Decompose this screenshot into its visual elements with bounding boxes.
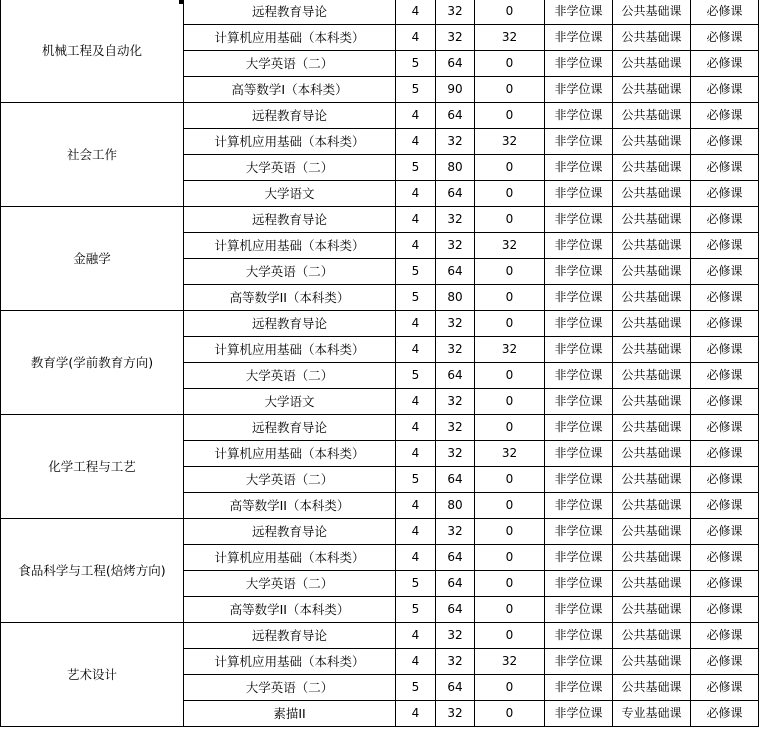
requirement-cell[interactable]: 必修课 <box>691 623 759 649</box>
credits-cell[interactable]: 4 <box>396 25 436 51</box>
degree-type-cell[interactable]: 非学位课 <box>545 701 613 727</box>
credits-cell[interactable]: 5 <box>396 259 436 285</box>
requirement-cell[interactable]: 必修课 <box>691 415 759 441</box>
lab-hours-cell[interactable]: 0 <box>475 0 545 25</box>
course-category-cell[interactable]: 专业基础课 <box>613 701 691 727</box>
degree-type-cell[interactable]: 非学位课 <box>545 207 613 233</box>
lab-hours-cell[interactable]: 0 <box>475 467 545 493</box>
requirement-cell[interactable]: 必修课 <box>691 129 759 155</box>
degree-type-cell[interactable]: 非学位课 <box>545 337 613 363</box>
course-category-cell[interactable]: 公共基础课 <box>613 103 691 129</box>
requirement-cell[interactable]: 必修课 <box>691 285 759 311</box>
course-name-cell[interactable]: 高等数学II（本科类） <box>184 493 396 519</box>
lab-hours-cell[interactable]: 0 <box>475 493 545 519</box>
lab-hours-cell[interactable]: 0 <box>475 623 545 649</box>
credits-cell[interactable]: 5 <box>396 155 436 181</box>
course-category-cell[interactable]: 公共基础课 <box>613 233 691 259</box>
degree-type-cell[interactable]: 非学位课 <box>545 415 613 441</box>
lab-hours-cell[interactable]: 0 <box>475 571 545 597</box>
lab-hours-cell[interactable]: 0 <box>475 51 545 77</box>
course-category-cell[interactable]: 公共基础课 <box>613 545 691 571</box>
requirement-cell[interactable]: 必修课 <box>691 103 759 129</box>
degree-type-cell[interactable]: 非学位课 <box>545 259 613 285</box>
hours-cell[interactable]: 64 <box>436 545 475 571</box>
lab-hours-cell[interactable]: 0 <box>475 103 545 129</box>
course-category-cell[interactable]: 公共基础课 <box>613 519 691 545</box>
credits-cell[interactable]: 5 <box>396 51 436 77</box>
degree-type-cell[interactable]: 非学位课 <box>545 25 613 51</box>
degree-type-cell[interactable]: 非学位课 <box>545 0 613 25</box>
requirement-cell[interactable]: 必修课 <box>691 649 759 675</box>
course-name-cell[interactable]: 大学英语（二） <box>184 467 396 493</box>
course-name-cell[interactable]: 大学英语（二） <box>184 571 396 597</box>
major-name-cell[interactable]: 化学工程与工艺 <box>1 415 184 519</box>
course-name-cell[interactable]: 大学英语（二） <box>184 363 396 389</box>
hours-cell[interactable]: 64 <box>436 103 475 129</box>
credits-cell[interactable]: 5 <box>396 467 436 493</box>
course-name-cell[interactable]: 计算机应用基础（本科类） <box>184 233 396 259</box>
course-category-cell[interactable]: 公共基础课 <box>613 415 691 441</box>
requirement-cell[interactable]: 必修课 <box>691 51 759 77</box>
requirement-cell[interactable]: 必修课 <box>691 545 759 571</box>
degree-type-cell[interactable]: 非学位课 <box>545 233 613 259</box>
credits-cell[interactable]: 5 <box>396 285 436 311</box>
course-table-body <box>1 0 759 727</box>
lab-hours-cell[interactable]: 0 <box>475 675 545 701</box>
hours-cell[interactable]: 80 <box>436 155 475 181</box>
hours-cell[interactable]: 64 <box>436 571 475 597</box>
hours-cell[interactable]: 32 <box>436 701 475 727</box>
requirement-cell[interactable]: 必修课 <box>691 597 759 623</box>
requirement-cell[interactable]: 必修课 <box>691 701 759 727</box>
degree-type-cell[interactable]: 非学位课 <box>545 675 613 701</box>
lab-hours-cell[interactable]: 0 <box>475 77 545 103</box>
table-row <box>1 0 759 25</box>
course-name-cell[interactable]: 高等数学II（本科类） <box>184 597 396 623</box>
major-name-cell[interactable]: 金融学 <box>1 207 184 311</box>
lab-hours-cell[interactable]: 0 <box>475 155 545 181</box>
credits-cell[interactable]: 4 <box>396 337 436 363</box>
credits-cell[interactable]: 4 <box>396 207 436 233</box>
hours-cell[interactable]: 64 <box>436 363 475 389</box>
hours-cell[interactable]: 80 <box>436 285 475 311</box>
degree-type-cell[interactable]: 非学位课 <box>545 545 613 571</box>
lab-hours-cell[interactable]: 0 <box>475 701 545 727</box>
degree-type-cell[interactable]: 非学位课 <box>545 285 613 311</box>
course-name-cell[interactable]: 计算机应用基础（本科类） <box>184 129 396 155</box>
lab-hours-cell[interactable]: 0 <box>475 311 545 337</box>
major-name-cell[interactable]: 食品科学与工程(焙烤方向) <box>1 519 184 623</box>
credits-cell[interactable]: 4 <box>396 129 436 155</box>
course-category-cell[interactable]: 公共基础课 <box>613 285 691 311</box>
course-name-cell[interactable]: 大学英语（二） <box>184 675 396 701</box>
course-category-cell[interactable]: 公共基础课 <box>613 441 691 467</box>
credits-cell[interactable]: 4 <box>396 233 436 259</box>
course-name-cell[interactable]: 远程教育导论 <box>184 103 396 129</box>
credits-cell[interactable]: 4 <box>396 649 436 675</box>
course-category-cell[interactable]: 公共基础课 <box>613 493 691 519</box>
course-category-cell[interactable]: 公共基础课 <box>613 129 691 155</box>
degree-type-cell[interactable]: 非学位课 <box>545 519 613 545</box>
degree-type-cell[interactable]: 非学位课 <box>545 467 613 493</box>
degree-type-cell[interactable]: 非学位课 <box>545 623 613 649</box>
lab-hours-cell[interactable]: 0 <box>475 389 545 415</box>
requirement-cell[interactable]: 必修课 <box>691 389 759 415</box>
hours-cell[interactable]: 64 <box>436 51 475 77</box>
lab-hours-cell[interactable]: 0 <box>475 181 545 207</box>
requirement-cell[interactable]: 必修课 <box>691 155 759 181</box>
lab-hours-cell[interactable]: 32 <box>475 649 545 675</box>
table-row <box>1 415 759 441</box>
course-name-cell[interactable]: 素描II <box>184 701 396 727</box>
hours-cell[interactable]: 90 <box>436 77 475 103</box>
requirement-cell[interactable]: 必修课 <box>691 233 759 259</box>
course-name-cell[interactable]: 计算机应用基础（本科类） <box>184 337 396 363</box>
course-category-cell[interactable]: 公共基础课 <box>613 181 691 207</box>
lab-hours-cell[interactable]: 32 <box>475 441 545 467</box>
requirement-cell[interactable]: 必修课 <box>691 519 759 545</box>
course-category-cell[interactable]: 公共基础课 <box>613 675 691 701</box>
credits-cell[interactable]: 4 <box>396 623 436 649</box>
major-name-cell[interactable]: 机械工程及自动化 <box>1 0 184 103</box>
lab-hours-cell[interactable]: 0 <box>475 519 545 545</box>
course-name-cell[interactable]: 大学英语（二） <box>184 259 396 285</box>
degree-type-cell[interactable]: 非学位课 <box>545 77 613 103</box>
course-category-cell[interactable]: 公共基础课 <box>613 155 691 181</box>
degree-type-cell[interactable]: 非学位课 <box>545 155 613 181</box>
hours-cell[interactable]: 32 <box>436 389 475 415</box>
credits-cell[interactable]: 4 <box>396 441 436 467</box>
credits-cell[interactable]: 5 <box>396 571 436 597</box>
course-name-cell[interactable]: 大学语文 <box>184 181 396 207</box>
degree-type-cell[interactable]: 非学位课 <box>545 571 613 597</box>
credits-cell[interactable]: 5 <box>396 77 436 103</box>
lab-hours-cell[interactable]: 32 <box>475 25 545 51</box>
credits-cell[interactable]: 4 <box>396 311 436 337</box>
hours-cell[interactable]: 64 <box>436 597 475 623</box>
requirement-cell[interactable]: 必修课 <box>691 493 759 519</box>
hours-cell[interactable]: 32 <box>436 233 475 259</box>
course-category-cell[interactable]: 公共基础课 <box>613 51 691 77</box>
requirement-cell[interactable]: 必修课 <box>691 0 759 25</box>
credits-cell[interactable]: 4 <box>396 701 436 727</box>
course-category-cell[interactable]: 公共基础课 <box>613 77 691 103</box>
course-category-cell[interactable]: 公共基础课 <box>613 25 691 51</box>
hours-cell[interactable]: 32 <box>436 441 475 467</box>
lab-hours-cell[interactable]: 32 <box>475 129 545 155</box>
course-name-cell[interactable]: 计算机应用基础（本科类） <box>184 545 396 571</box>
course-category-cell[interactable]: 公共基础课 <box>613 597 691 623</box>
requirement-cell[interactable]: 必修课 <box>691 441 759 467</box>
requirement-cell[interactable]: 必修课 <box>691 311 759 337</box>
course-name-cell[interactable]: 计算机应用基础（本科类） <box>184 441 396 467</box>
course-name-cell[interactable]: 远程教育导论 <box>184 207 396 233</box>
credits-cell[interactable]: 4 <box>396 389 436 415</box>
credits-cell[interactable]: 4 <box>396 493 436 519</box>
lab-hours-cell[interactable]: 32 <box>475 233 545 259</box>
lab-hours-cell[interactable]: 0 <box>475 597 545 623</box>
degree-type-cell[interactable]: 非学位课 <box>545 311 613 337</box>
course-name-cell[interactable]: 大学英语（二） <box>184 51 396 77</box>
lab-hours-cell[interactable]: 0 <box>475 363 545 389</box>
course-name-cell[interactable]: 高等数学I（本科类） <box>184 77 396 103</box>
hours-cell[interactable]: 32 <box>436 337 475 363</box>
requirement-cell[interactable]: 必修课 <box>691 25 759 51</box>
course-category-cell[interactable]: 公共基础课 <box>613 311 691 337</box>
major-name-cell[interactable]: 教育学(学前教育方向) <box>1 311 184 415</box>
course-name-cell[interactable]: 计算机应用基础（本科类） <box>184 649 396 675</box>
course-category-cell[interactable]: 公共基础课 <box>613 0 691 25</box>
course-name-cell[interactable]: 远程教育导论 <box>184 0 396 25</box>
hours-cell[interactable]: 32 <box>436 649 475 675</box>
course-category-cell[interactable]: 公共基础课 <box>613 389 691 415</box>
degree-type-cell[interactable]: 非学位课 <box>545 181 613 207</box>
lab-hours-cell[interactable]: 0 <box>475 415 545 441</box>
course-name-cell[interactable]: 远程教育导论 <box>184 415 396 441</box>
hours-cell[interactable]: 32 <box>436 519 475 545</box>
hours-cell[interactable]: 32 <box>436 129 475 155</box>
credits-cell[interactable]: 4 <box>396 0 436 25</box>
credits-cell[interactable]: 5 <box>396 363 436 389</box>
course-name-cell[interactable]: 高等数学II（本科类） <box>184 285 396 311</box>
table-row <box>1 103 759 129</box>
hours-cell[interactable]: 32 <box>436 207 475 233</box>
credits-cell[interactable]: 4 <box>396 545 436 571</box>
course-category-cell[interactable]: 公共基础课 <box>613 467 691 493</box>
course-name-cell[interactable]: 大学语文 <box>184 389 396 415</box>
lab-hours-cell[interactable]: 0 <box>475 259 545 285</box>
lab-hours-cell[interactable]: 0 <box>475 545 545 571</box>
table-row <box>1 207 759 233</box>
course-category-cell[interactable]: 公共基础课 <box>613 571 691 597</box>
course-category-cell[interactable]: 公共基础课 <box>613 363 691 389</box>
requirement-cell[interactable]: 必修课 <box>691 207 759 233</box>
course-name-cell[interactable]: 远程教育导论 <box>184 623 396 649</box>
course-category-cell[interactable]: 公共基础课 <box>613 337 691 363</box>
major-name-cell[interactable]: 艺术设计 <box>1 623 184 727</box>
hours-cell[interactable]: 64 <box>436 181 475 207</box>
requirement-cell[interactable]: 必修课 <box>691 181 759 207</box>
requirement-cell[interactable]: 必修课 <box>691 337 759 363</box>
lab-hours-cell[interactable]: 0 <box>475 285 545 311</box>
course-category-cell[interactable]: 公共基础课 <box>613 623 691 649</box>
degree-type-cell[interactable]: 非学位课 <box>545 441 613 467</box>
degree-type-cell[interactable]: 非学位课 <box>545 389 613 415</box>
credits-cell[interactable]: 5 <box>396 597 436 623</box>
hours-cell[interactable]: 32 <box>436 0 475 25</box>
lab-hours-cell[interactable]: 0 <box>475 207 545 233</box>
credits-cell[interactable]: 4 <box>396 415 436 441</box>
major-name-cell[interactable]: 社会工作 <box>1 103 184 207</box>
credits-cell[interactable]: 4 <box>396 103 436 129</box>
course-name-cell[interactable]: 计算机应用基础（本科类） <box>184 25 396 51</box>
hours-cell[interactable]: 80 <box>436 493 475 519</box>
course-name-cell[interactable]: 远程教育导论 <box>184 519 396 545</box>
requirement-cell[interactable]: 必修课 <box>691 259 759 285</box>
degree-type-cell[interactable]: 非学位课 <box>545 51 613 77</box>
degree-type-cell[interactable]: 非学位课 <box>545 103 613 129</box>
hours-cell[interactable]: 32 <box>436 25 475 51</box>
course-category-cell[interactable]: 公共基础课 <box>613 649 691 675</box>
hours-cell[interactable]: 32 <box>436 311 475 337</box>
degree-type-cell[interactable]: 非学位课 <box>545 493 613 519</box>
hours-cell[interactable]: 32 <box>436 623 475 649</box>
requirement-cell[interactable]: 必修课 <box>691 363 759 389</box>
hours-cell[interactable]: 64 <box>436 259 475 285</box>
requirement-cell[interactable]: 必修课 <box>691 77 759 103</box>
degree-type-cell[interactable]: 非学位课 <box>545 597 613 623</box>
course-category-cell[interactable]: 公共基础课 <box>613 259 691 285</box>
credits-cell[interactable]: 5 <box>396 675 436 701</box>
degree-type-cell[interactable]: 非学位课 <box>545 129 613 155</box>
requirement-cell[interactable]: 必修课 <box>691 467 759 493</box>
hours-cell[interactable]: 64 <box>436 467 475 493</box>
lab-hours-cell[interactable]: 32 <box>475 337 545 363</box>
table-row <box>1 623 759 649</box>
table-row <box>1 311 759 337</box>
course-category-cell[interactable]: 公共基础课 <box>613 207 691 233</box>
requirement-cell[interactable]: 必修课 <box>691 571 759 597</box>
degree-type-cell[interactable]: 非学位课 <box>545 363 613 389</box>
course-name-cell[interactable]: 远程教育导论 <box>184 311 396 337</box>
credits-cell[interactable]: 4 <box>396 181 436 207</box>
credits-cell[interactable]: 4 <box>396 519 436 545</box>
hours-cell[interactable]: 64 <box>436 675 475 701</box>
course-name-cell[interactable]: 大学英语（二） <box>184 155 396 181</box>
hours-cell[interactable]: 32 <box>436 415 475 441</box>
requirement-cell[interactable]: 必修课 <box>691 675 759 701</box>
degree-type-cell[interactable]: 非学位课 <box>545 649 613 675</box>
table-row <box>1 519 759 545</box>
